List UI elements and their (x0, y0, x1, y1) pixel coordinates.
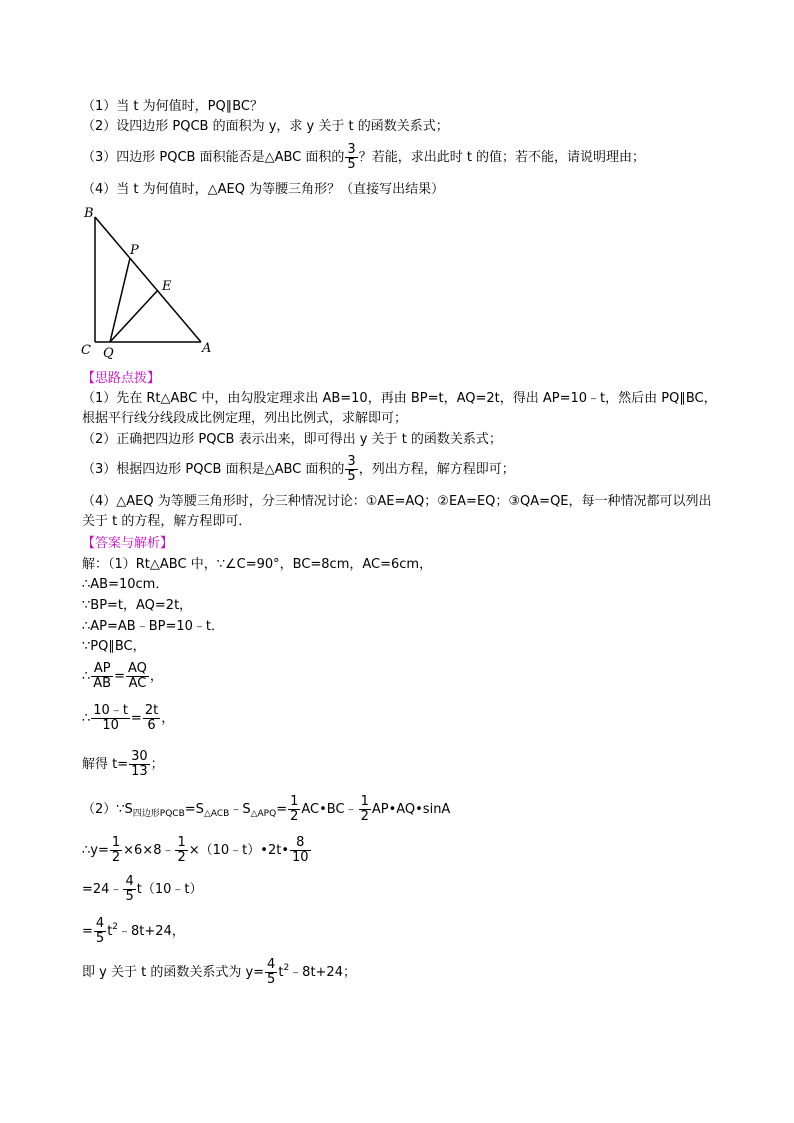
equals-sign: = (276, 802, 288, 817)
answer-step-10 (82, 836, 312, 865)
answer-step-13 (82, 958, 356, 987)
equals-sign: = (114, 669, 125, 684)
fraction-three-fifths (345, 455, 357, 484)
label-a: A (202, 341, 212, 356)
fraction-denominator: 5 (267, 972, 276, 987)
fraction-denominator: 6 (147, 718, 156, 733)
segment-qe (110, 290, 158, 342)
fraction-numerator: 1 (360, 794, 369, 809)
therefore-symbol: ∴ (82, 711, 91, 726)
label-b: B (84, 206, 94, 221)
fraction-30-over-13 (129, 750, 150, 779)
fraction-one-half (110, 836, 122, 865)
subscript-acb: △ACB (203, 809, 230, 819)
therefore-symbol: ∴ (82, 669, 91, 684)
fraction-denominator: 5 (125, 889, 134, 904)
fraction-denominator: 5 (95, 931, 105, 946)
equals-sign: = (130, 711, 142, 726)
segment-pq (110, 258, 130, 342)
hint-1-line-b: 根据平行线分线段成比例定理，列出比例式，求解即可； (82, 411, 408, 426)
variable-t: t (278, 965, 284, 980)
variable-t: t (107, 924, 113, 939)
conclusion-text: 即 y 关于 t 的函数关系式为 y= (82, 965, 265, 980)
fraction-numerator: 4 (95, 916, 105, 931)
answer-step-9 (82, 795, 450, 824)
solve-text: 解得 t= (82, 757, 129, 772)
fraction-numerator: 10﹣t (93, 703, 128, 718)
fraction-denominator: 2 (111, 850, 121, 865)
expression-part: ﹣8t+24， (118, 924, 185, 939)
equals-sign: = (82, 924, 93, 939)
area-formula-term-1: AC•BC﹣ (301, 802, 358, 817)
subscript-quadrilateral: 四边形PQCB (132, 809, 185, 819)
fraction-numerator: 8 (290, 836, 311, 851)
fraction-numerator: 3 (347, 142, 356, 157)
question-3-text-b: ？若能，求出此时 t 的值；若不能，请说明理由； (358, 150, 646, 165)
answer-step-3: ∵BP=t，AQ=2t， (82, 598, 193, 613)
expression-part: t（10﹣t） (136, 882, 203, 897)
fraction-8-over-10 (290, 836, 311, 865)
question-1: （1）当 t 为何值时，PQ∥BC？ (82, 99, 263, 114)
fraction-four-fifths (94, 917, 106, 946)
answer-step-2: ∴AB=10cm． (82, 577, 169, 592)
comma: ， (149, 669, 163, 684)
answer-step-5: ∵PQ∥BC， (82, 639, 146, 654)
segment-ab (95, 217, 201, 342)
fraction-denominator: 2 (177, 850, 186, 865)
fraction-four-fifths (265, 958, 277, 987)
fraction-four-fifths (123, 875, 135, 904)
area-formula-term-2: AP•AQ•sinA (371, 802, 451, 817)
fraction-denominator: 10 (102, 718, 119, 733)
hints-header: 【思路点拨】 (82, 371, 161, 386)
question-4: （4）当 t 为何值时，△AEQ 为等腰三角形？（直接写出结果） (82, 182, 445, 197)
expression-part: ×6×8﹣ (123, 843, 175, 858)
answer-step-7 (82, 704, 174, 733)
fraction-three-fifths (345, 143, 357, 172)
fraction-numerator: 1 (177, 835, 186, 850)
question-2: （2）设四边形 PQCB 的面积为 y，求 y 关于 t 的函数关系式； (82, 119, 449, 134)
expression-part: ×（10﹣t）•2t• (188, 843, 289, 858)
fraction-denominator: AB (93, 676, 112, 691)
fraction-denominator: 5 (347, 157, 356, 172)
fraction-denominator: 2 (290, 809, 299, 824)
area-formula-start: （2）∵S (82, 802, 133, 817)
answer-step-12 (82, 917, 185, 946)
hint-4-line-b: 关于 t 的方程，解方程即可． (82, 514, 252, 529)
fraction-2t-over-6 (143, 704, 160, 733)
fraction-ap-ab (91, 662, 113, 691)
fraction-aq-ac (126, 662, 149, 691)
hint-4-line-a: （4）△AEQ 为等腰三角形时，分三种情况讨论：①AE=AQ；②EA=EQ；③QA=QE，每一种情况都可以列出 (82, 494, 712, 509)
fraction-denominator: 5 (347, 469, 356, 484)
label-q: Q (103, 346, 114, 360)
fraction-one-half (359, 795, 371, 824)
fraction-numerator: 3 (347, 454, 356, 469)
subscript-apq: △APQ (250, 809, 277, 819)
expression-part: ﹣8t+24； (289, 965, 356, 980)
fraction-denominator: 2 (360, 809, 369, 824)
fraction-numerator: 2t (144, 703, 159, 718)
hint-3-text-b: ，列出方程，解方程即可； (358, 462, 515, 477)
answer-step-11 (82, 875, 202, 904)
label-e: E (162, 279, 172, 294)
hint-2: （2）正确把四边形 PQCB 表示出来，即可得出 y 关于 t 的函数关系式； (82, 432, 502, 447)
label-c: C (81, 343, 91, 358)
semicolon: ； (150, 757, 164, 772)
area-formula-eq-s: =S (184, 802, 204, 817)
fraction-denominator: AC (128, 676, 147, 691)
fraction-numerator: 30 (131, 749, 148, 764)
fraction-10-minus-t-over-10 (91, 704, 130, 733)
fraction-numerator: 1 (111, 835, 121, 850)
question-3 (82, 143, 645, 172)
area-formula-minus-s: ﹣S (229, 802, 251, 817)
fraction-denominator: 10 (292, 850, 309, 865)
answer-step-8 (82, 750, 164, 779)
hint-1-line-a: （1）先在 Rt△ABC 中，由勾股定理求出 AB=10，再由 BP=t，AQ=2t，得出 AP=10﹣t，然后由 PQ∥BC， (82, 391, 717, 406)
hint-3 (82, 455, 515, 484)
fraction-numerator: 4 (267, 957, 276, 972)
comma: ， (161, 711, 175, 726)
exponent: 2 (112, 922, 119, 932)
answer-step-6 (82, 662, 163, 691)
exponent: 2 (283, 963, 290, 973)
fraction-one-half (288, 795, 300, 824)
answer-header: 【答案与解析】 (82, 536, 174, 551)
question-3-text-a: （3）四边形 PQCB 面积能否是△ABC 面积的 (82, 150, 345, 165)
fraction-denominator: 13 (131, 764, 148, 779)
fraction-numerator: AQ (128, 661, 147, 676)
expression-part: =24﹣ (82, 882, 123, 897)
triangle-figure (78, 200, 228, 360)
answer-step-4: ∴AP=AB﹣BP=10﹣t． (82, 619, 224, 634)
label-p: P (130, 243, 139, 258)
y-equals: ∴y= (82, 843, 109, 858)
hint-3-text-a: （3）根据四边形 PQCB 面积是△ABC 面积的 (82, 462, 345, 477)
fraction-one-half (175, 836, 187, 865)
fraction-numerator: AP (91, 662, 113, 677)
answer-step-1: 解：（1）Rt△ABC 中，∵∠C=90°，BC=8cm，AC=6cm， (82, 557, 433, 572)
fraction-numerator: 1 (290, 794, 299, 809)
fraction-numerator: 4 (125, 874, 134, 889)
